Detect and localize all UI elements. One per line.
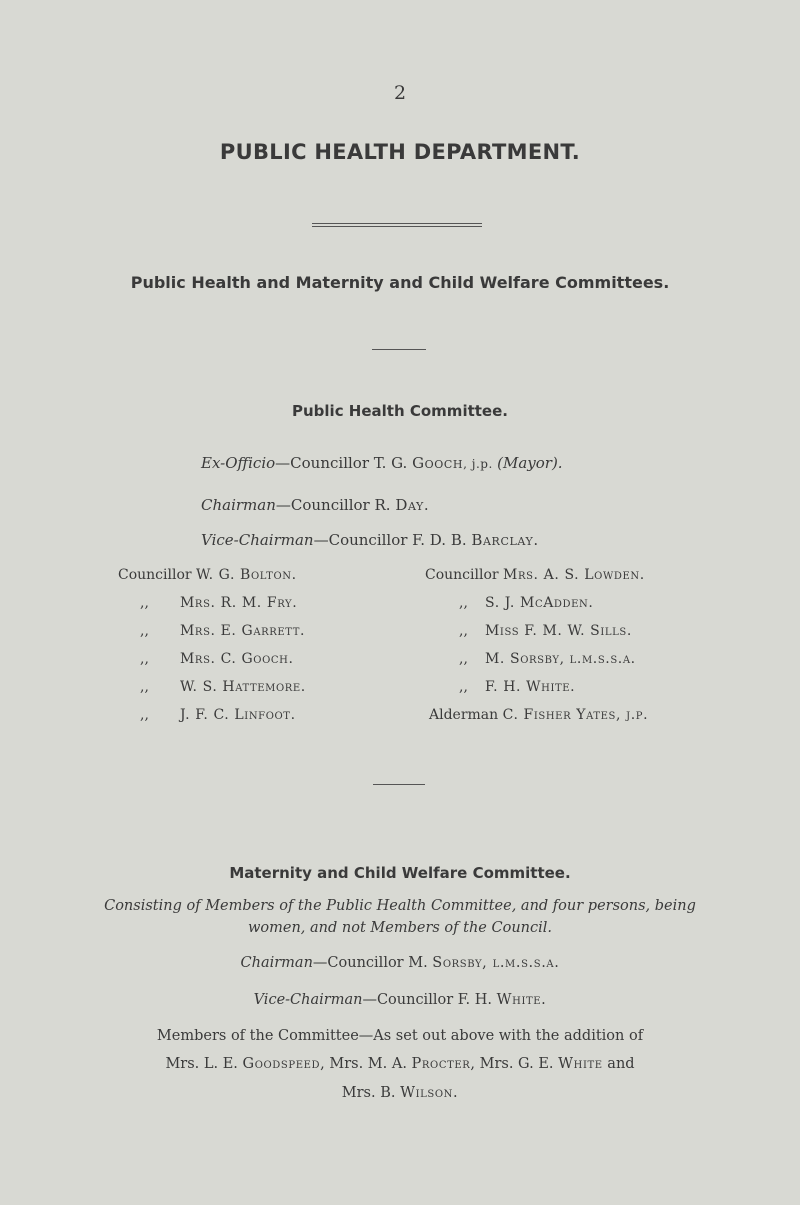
members-line-3 — [0, 1085, 800, 1101]
member-row — [118, 651, 294, 667]
chairman-prefix: —Councillor R. — [275, 496, 396, 514]
members-text: Mrs. B. — [341, 1085, 401, 1101]
member-name: C. Fisher Yates, j.p. — [502, 707, 649, 723]
member-row — [118, 679, 306, 695]
members-line-2 — [0, 1056, 800, 1072]
member-name: W. G. Bolton. — [196, 567, 297, 583]
maternity-vice-chairman-prefix: —Councillor F. H. — [362, 992, 497, 1008]
members-text: and — [602, 1056, 635, 1072]
maternity-vice-chairman-line — [0, 992, 800, 1008]
chairman-role: Chairman — [201, 496, 276, 514]
ex-officio-prefix: —Councillor T. G. — [275, 454, 413, 472]
member-name: Wilson. — [400, 1085, 459, 1101]
member-row — [118, 567, 297, 583]
member-row — [425, 679, 575, 695]
ex-officio-role: Ex-Officio — [201, 454, 276, 472]
ditto-mark: ,, — [459, 679, 468, 695]
member-name: Mrs. C. Gooch. — [180, 651, 294, 667]
member-name: W. S. Hattemore. — [180, 679, 306, 695]
maternity-vice-chairman-name: White. — [496, 992, 547, 1008]
member-name: M. Sorsby, l.m.s.s.a. — [485, 651, 636, 667]
member-row — [118, 707, 296, 723]
maternity-description-2: women, and not Members of the Council. — [248, 920, 552, 936]
member-row — [425, 651, 636, 667]
member-name: S. J. McAdden. — [485, 595, 594, 611]
maternity-chairman-name: Sorsby, l.m.s.s.a. — [432, 955, 560, 971]
page-title: PUBLIC HEALTH DEPARTMENT. — [219, 140, 581, 164]
members-line-1: Members of the Committee—As set out above with the addition of — [156, 1028, 644, 1044]
page-number: 2 — [393, 82, 407, 104]
divider — [373, 784, 425, 785]
divider — [372, 349, 426, 350]
member-title: Alderman — [429, 707, 499, 723]
member-name: Miss F. M. W. Sills. — [485, 623, 632, 639]
member-title: Councillor — [118, 567, 192, 583]
ditto-mark: ,, — [459, 623, 468, 639]
ditto-mark: ,, — [140, 679, 149, 695]
maternity-chairman-role: Chairman — [240, 955, 313, 971]
ditto-mark: ,, — [140, 651, 149, 667]
vice-chairman-line — [201, 531, 539, 549]
ditto-mark: ,, — [140, 595, 149, 611]
double-rule — [312, 223, 482, 227]
maternity-chairman-prefix: —Councillor M. — [312, 955, 433, 971]
maternity-heading: Maternity and Child Welfare Committee. — [229, 864, 571, 882]
vice-chairman-name: Barclay. — [471, 531, 539, 549]
ditto-mark: ,, — [459, 651, 468, 667]
members-text: , Mrs. G. E. — [470, 1056, 559, 1072]
chairman-line — [201, 496, 429, 514]
member-row — [118, 623, 305, 639]
members-text: Mrs. L. E. — [165, 1056, 243, 1072]
maternity-chairman-line — [0, 955, 800, 971]
ex-officio-name: Gooch — [412, 454, 464, 472]
ditto-mark: ,, — [459, 595, 468, 611]
member-row — [118, 595, 297, 611]
member-name: White — [558, 1056, 603, 1072]
section-subtitle: Public Health and Maternity and Child Welfare Committees. — [130, 273, 670, 292]
member-name: Mrs. E. Garrett. — [180, 623, 306, 639]
member-name: Mrs. R. M. Fry. — [180, 595, 298, 611]
ex-officio-line — [201, 454, 563, 472]
member-row — [425, 567, 645, 583]
maternity-vice-chairman-role: Vice-Chairman — [253, 992, 363, 1008]
members-text: , Mrs. M. A. — [320, 1056, 412, 1072]
member-row — [425, 595, 593, 611]
member-name: F. H. White. — [485, 679, 576, 695]
chairman-name: Day. — [395, 496, 430, 514]
member-row — [429, 707, 648, 723]
member-name: Procter — [411, 1056, 471, 1072]
vice-chairman-prefix: —Councillor F. D. B. — [313, 531, 472, 549]
member-name: Goodspeed — [242, 1056, 321, 1072]
ditto-mark: ,, — [140, 623, 149, 639]
member-name: Mrs. A. S. Lowden. — [503, 567, 645, 583]
member-title: Councillor — [425, 567, 499, 583]
member-row — [425, 623, 632, 639]
maternity-description-1: Consisting of Members of the Public Health Committee, and four persons, being — [104, 898, 696, 914]
member-name: J. F. C. Linfoot. — [180, 707, 296, 723]
ditto-mark: ,, — [140, 707, 149, 723]
public-health-heading: Public Health Committee. — [292, 402, 508, 420]
vice-chairman-role: Vice-Chairman — [201, 531, 314, 549]
ex-officio-note: (Mayor). — [497, 454, 563, 472]
ex-officio-suffix: , j.p. — [463, 457, 498, 471]
